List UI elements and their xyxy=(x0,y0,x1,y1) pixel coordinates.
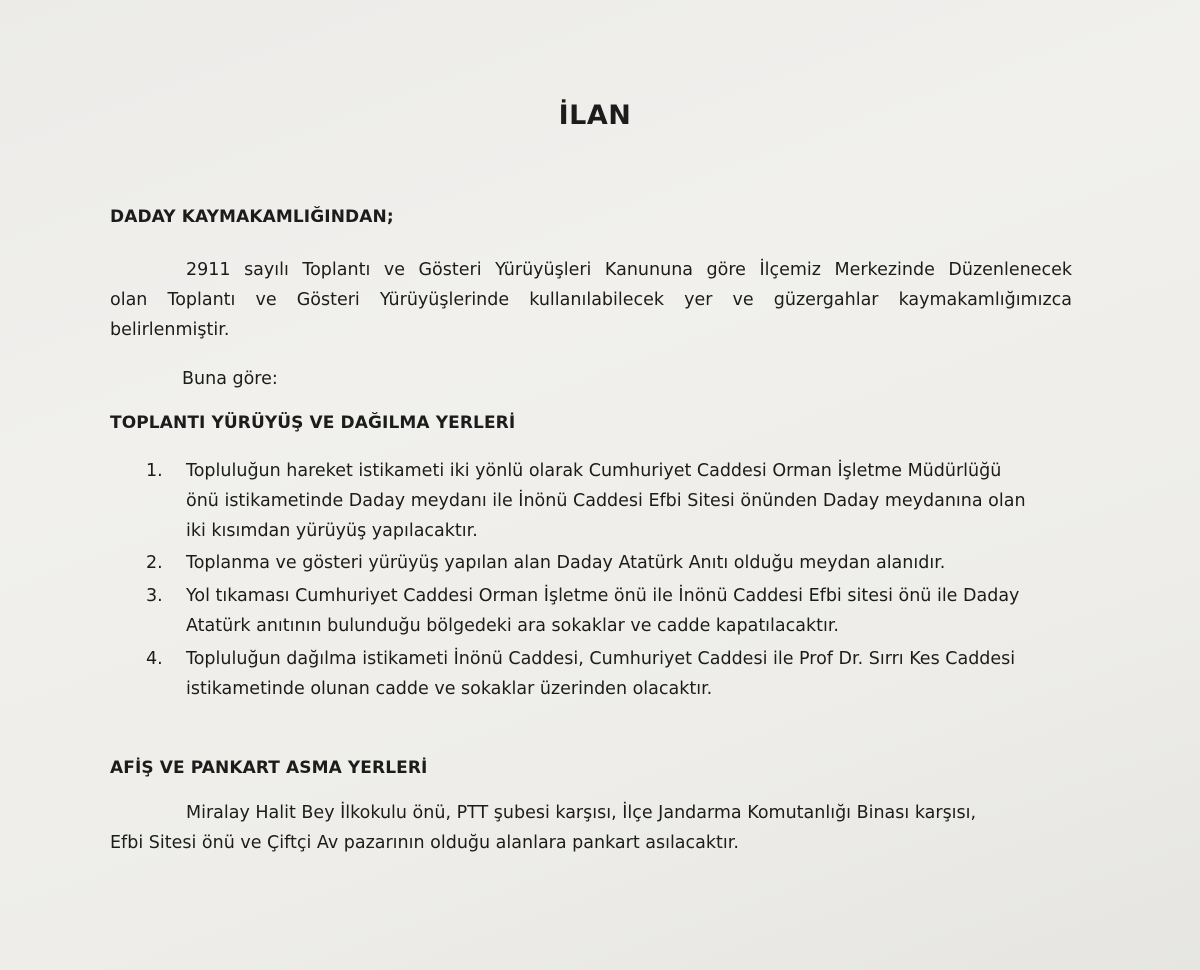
list-item-number: 3. xyxy=(146,586,163,606)
buna-gore-text: Buna göre: xyxy=(182,369,278,389)
list-item-number: 4. xyxy=(146,649,163,669)
list-item-text xyxy=(186,548,1076,578)
authority-heading: DADAY KAYMAKAMLIĞINDAN; xyxy=(110,207,394,227)
list-item xyxy=(146,581,1076,641)
section2-line: Efbi Sitesi önü ve Çiftçi Av pazarının olduğu alanlara pankart asılacaktır. xyxy=(110,833,739,853)
list-item-line: Topluluğun dağılma istikameti İnönü Caddesi, Cumhuriyet Caddesi ile Prof Dr. Sırrı Kes Caddesi xyxy=(186,649,1016,669)
list-item-line: Topluluğun hareket istikameti iki yönlü olarak Cumhuriyet Caddesi Orman İşletme Müdürlüğü xyxy=(186,461,1002,481)
intro-paragraph xyxy=(110,255,1072,345)
list-item-text xyxy=(186,581,1076,641)
list-item-number: 2. xyxy=(146,553,163,573)
page-title: İLAN xyxy=(558,100,632,131)
section2-line: Miralay Halit Bey İlkokulu önü, PTT şubesi karşısı, İlçe Jandarma Komutanlığı Binası karşısı, xyxy=(186,803,977,823)
intro-line: belirlenmiştir. xyxy=(110,320,230,340)
section2-paragraph xyxy=(110,798,1072,858)
list-item-text xyxy=(186,644,1076,704)
list-item xyxy=(146,644,1076,704)
list-item-line: Atatürk anıtının bulunduğu bölgedeki ara sokaklar ve cadde kapatılacaktır. xyxy=(186,616,839,636)
list-item-line: Toplanma ve gösteri yürüyüş yapılan alan Daday Atatürk Anıtı olduğu meydan alanıdır. xyxy=(186,553,946,573)
list-item-line: istikametinde olunan cadde ve sokaklar üzerinden olacaktır. xyxy=(186,679,713,699)
list-item-number: 1. xyxy=(146,461,163,481)
list-item-line: önü istikametinde Daday meydanı ile İnönü Caddesi Efbi Sitesi önünden Daday meydanına olan xyxy=(186,491,1026,511)
list-item-line: iki kısımdan yürüyüş yapılacaktır. xyxy=(186,521,478,541)
list-item xyxy=(146,548,1076,578)
list-item-text xyxy=(186,456,1076,546)
section1-heading: TOPLANTI YÜRÜYÜŞ VE DAĞILMA YERLERİ xyxy=(110,413,516,433)
list-item xyxy=(146,456,1076,546)
list-item-line: Yol tıkaması Cumhuriyet Caddesi Orman İşletme önü ile İnönü Caddesi Efbi sitesi önü ile Daday xyxy=(186,586,1020,606)
intro-line: 2911 sayılı Toplantı ve Gösteri Yürüyüşleri Kanununa göre İlçemiz Merkezinde Düzenlenecek xyxy=(186,260,1072,280)
intro-line: olan Toplantı ve Gösteri Yürüyüşlerinde kullanılabilecek yer ve güzergahlar kaymakamlığımızca xyxy=(110,290,1072,310)
section2-heading: AFİŞ VE PANKART ASMA YERLERİ xyxy=(110,758,428,778)
